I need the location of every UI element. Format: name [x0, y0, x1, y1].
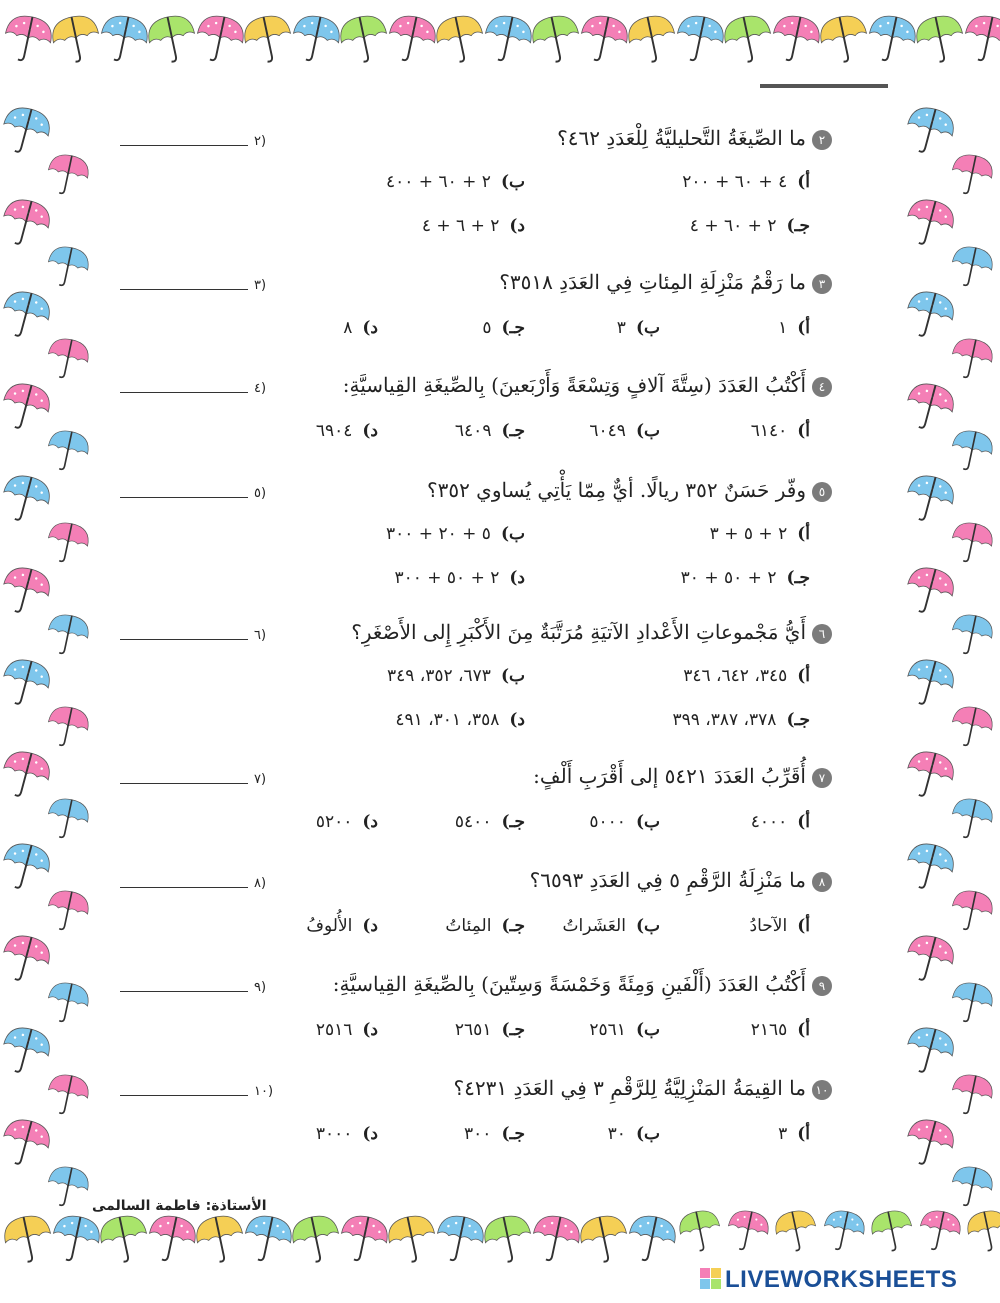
- answer-line[interactable]: [120, 497, 248, 498]
- umbrella-icon: [0, 747, 54, 802]
- answer-option[interactable]: [343, 318, 378, 338]
- umbrella-icon: [948, 428, 995, 474]
- question-number-badge: ٨: [812, 872, 832, 892]
- answer-number: ٣): [254, 278, 267, 293]
- umbrella-icon: [44, 612, 91, 658]
- option-letter: ب): [635, 318, 660, 338]
- question-number-badge: ٧: [812, 768, 832, 788]
- umbrella-icon: [44, 428, 91, 474]
- question-number-badge: ٣: [812, 274, 832, 294]
- umbrella-icon: [337, 1212, 391, 1265]
- question-text: [530, 868, 832, 892]
- umbrella-icon: [948, 1164, 995, 1210]
- option-letter: جـ): [501, 1020, 525, 1040]
- option-letter: ب): [635, 1124, 660, 1144]
- brand-name: LIVEWORKSHEETS: [725, 1266, 958, 1293]
- umbrella-icon: [97, 12, 151, 65]
- option-letter: جـ): [501, 421, 525, 441]
- umbrella-icon: [44, 888, 91, 934]
- question-text: [427, 478, 832, 502]
- umbrella-icon: [0, 195, 54, 250]
- umbrella-icon: [902, 379, 958, 434]
- option-letter: جـ): [501, 812, 525, 832]
- answer-option[interactable]: [316, 421, 378, 441]
- question-text: [454, 1076, 832, 1100]
- option-value: ٢ + ٦٠ + ٤٠٠: [386, 172, 491, 192]
- umbrella-icon: [577, 12, 631, 65]
- umbrella-icon: [481, 12, 535, 65]
- umbrella-icon: [241, 1212, 295, 1265]
- brand-icon: [700, 1268, 722, 1290]
- answer-option[interactable]: [563, 916, 660, 936]
- option-value: ٣: [778, 1124, 788, 1144]
- umbrella-icon: [44, 336, 91, 382]
- option-letter: ب): [635, 916, 660, 936]
- option-value: ٣٥٨، ٣٠١، ٤٩١: [395, 710, 500, 730]
- umbrella-icon: [529, 1212, 583, 1265]
- answer-option[interactable]: [464, 1124, 525, 1144]
- answer-option[interactable]: [681, 568, 810, 588]
- answer-option[interactable]: [710, 524, 810, 544]
- umbrella-icon: [820, 1208, 867, 1254]
- umbrella-icon: [0, 655, 54, 710]
- answer-option[interactable]: [751, 421, 810, 441]
- answer-option[interactable]: [690, 216, 810, 236]
- umbrella-icon: [289, 1212, 343, 1265]
- umbrella-icon: [0, 839, 54, 894]
- umbrella-icon: [529, 12, 583, 65]
- option-letter: د): [362, 1020, 378, 1040]
- option-letter: د): [509, 216, 525, 236]
- option-value: الأُلوفُ: [306, 916, 353, 936]
- umbrella-icon: [577, 1212, 631, 1265]
- question-number-badge: ١٠: [812, 1080, 832, 1100]
- option-value: ٣٠: [607, 1124, 626, 1144]
- answer-option[interactable]: [589, 1020, 660, 1040]
- option-value: العَشَراتُ: [562, 916, 626, 936]
- answer-option[interactable]: [672, 710, 810, 730]
- option-letter: أ): [797, 812, 810, 832]
- answer-number: ٩): [254, 980, 267, 995]
- question-number-badge: ٦: [812, 624, 832, 644]
- umbrella-icon: [1, 12, 55, 65]
- answer-line[interactable]: [120, 783, 248, 784]
- option-letter: أ): [797, 916, 810, 936]
- option-value: ٢ + ٥٠ + ٣٠٠: [394, 568, 500, 588]
- umbrella-icon: [49, 12, 103, 65]
- umbrella-icon: [817, 12, 871, 65]
- answer-option[interactable]: [422, 216, 525, 236]
- question-text: [557, 126, 832, 150]
- umbrella-icon: [44, 1164, 91, 1210]
- option-letter: جـ): [501, 916, 525, 936]
- umbrella-icon: [902, 471, 958, 526]
- option-letter: ب): [635, 421, 660, 441]
- answer-line[interactable]: [120, 639, 248, 640]
- answer-option[interactable]: [589, 421, 660, 441]
- option-letter: د): [362, 916, 378, 936]
- option-letter: ب): [635, 1020, 660, 1040]
- umbrella-icon: [724, 1208, 771, 1254]
- umbrella-icon: [145, 12, 199, 65]
- question-text: [533, 764, 832, 788]
- option-value: ٨: [343, 318, 353, 338]
- umbrella-icon: [337, 12, 391, 65]
- umbrella-icon: [673, 12, 727, 65]
- option-value: ٣٠٠: [464, 1124, 492, 1144]
- answer-option[interactable]: [683, 666, 810, 686]
- answer-option[interactable]: [589, 812, 660, 832]
- umbrella-icon: [44, 796, 91, 842]
- umbrella-icon: [0, 103, 54, 158]
- question-prompt: أُقَرِّبُ العَدَدَ ٥٤٢١ إلى أَقْرَبِ أَلْفٍ:: [533, 764, 806, 788]
- umbrella-icon: [948, 704, 995, 750]
- option-value: ٢ + ٥٠ + ٣٠: [680, 568, 777, 588]
- answer-line[interactable]: [120, 887, 248, 888]
- answer-number: ٦): [254, 628, 267, 643]
- umbrella-icon: [865, 12, 919, 65]
- question-text: [351, 620, 832, 644]
- umbrella-icon: [948, 152, 995, 198]
- option-value: ٢ + ٦ + ٤: [421, 216, 500, 236]
- question-prompt: وفّر حَسَنٌ ٣٥٢ ريالًا. أيٌّ مِمّا يَأْتِي يُساوي ٣٥٢؟: [426, 478, 806, 502]
- option-value: ٥٠٠٠: [589, 812, 626, 832]
- umbrella-icon: [902, 747, 958, 802]
- umbrella-icon: [193, 1212, 247, 1265]
- umbrella-icon: [385, 12, 439, 65]
- option-letter: جـ): [786, 710, 810, 730]
- umbrella-icon: [902, 1115, 958, 1170]
- answer-number: ٢): [254, 134, 267, 149]
- umbrella-icon: [721, 12, 775, 65]
- option-letter: ب): [635, 812, 660, 832]
- umbrella-icon: [965, 1208, 1000, 1254]
- option-value: ٣٠٠٠: [315, 1124, 353, 1144]
- umbrella-icon: [948, 612, 995, 658]
- option-value: المِئاتُ: [445, 916, 492, 936]
- answer-option[interactable]: [608, 1124, 660, 1144]
- liveworksheets-logo: [700, 1266, 957, 1294]
- umbrella-icon: [902, 287, 958, 342]
- option-value: ٦١٤٠: [750, 421, 788, 441]
- umbrella-icon: [677, 1208, 724, 1254]
- option-letter: د): [362, 812, 378, 832]
- option-value: ٤٠٠٠: [750, 812, 788, 832]
- umbrella-icon: [916, 1208, 963, 1254]
- option-letter: د): [362, 318, 378, 338]
- umbrella-icon: [289, 12, 343, 65]
- answer-number: ١٠): [254, 1084, 274, 1099]
- umbrella-icon: [241, 12, 295, 65]
- umbrella-icon: [433, 12, 487, 65]
- option-value: ٥٢٠٠: [315, 812, 353, 832]
- answer-option[interactable]: [386, 524, 525, 544]
- umbrella-icon: [0, 1023, 54, 1078]
- answer-option[interactable]: [778, 318, 810, 338]
- umbrella-icon: [769, 12, 823, 65]
- answer-option[interactable]: [316, 1020, 378, 1040]
- answer-option[interactable]: [455, 812, 525, 832]
- question-prompt: ما القِيمَةُ المَنْزِلِيَّةُ لِلرَّقْمِ ٣ فِي العَدَدِ ٤٢٣١؟: [453, 1076, 806, 1100]
- umbrella-icon: [0, 931, 54, 986]
- umbrella-icon: [773, 1208, 820, 1254]
- option-letter: ب): [500, 524, 525, 544]
- option-value: ٢٥١٦: [315, 1020, 353, 1040]
- umbrella-icon: [961, 12, 1000, 65]
- question-prompt: ما رَقْمُ مَنْزِلَةِ المِئاتِ فِي العَدَدِ ٣٥١٨؟: [499, 270, 806, 294]
- option-letter: ب): [500, 172, 525, 192]
- umbrella-icon: [0, 379, 54, 434]
- option-letter: جـ): [501, 318, 525, 338]
- umbrella-icon: [145, 1212, 199, 1265]
- option-value: الآحادُ: [749, 916, 788, 936]
- option-value: ٢٦٥١: [454, 1020, 492, 1040]
- question-number-badge: ٢: [812, 130, 832, 150]
- option-letter: أ): [797, 1020, 810, 1040]
- umbrella-icon: [902, 103, 958, 158]
- answer-option[interactable]: [778, 1124, 810, 1144]
- option-value: ٢ + ٥ + ٣: [709, 524, 788, 544]
- question-number-badge: ٤: [812, 377, 832, 397]
- question-prompt: أَكْتُبُ العَدَدَ (أَلْفَينِ وَمِئَةً وَخَمْسَةً وَسِتّينَ) بِالصِّيغَةِ القِياسيَّةِ:: [332, 972, 806, 996]
- option-value: ٢١٦٥: [750, 1020, 788, 1040]
- answer-number: ٤): [254, 381, 267, 396]
- option-value: ٣٧٨، ٣٨٧، ٣٩٩: [672, 710, 777, 730]
- option-letter: جـ): [786, 568, 810, 588]
- umbrella-icon: [869, 1208, 916, 1254]
- umbrella-icon: [948, 520, 995, 566]
- option-letter: أ): [797, 421, 810, 441]
- answer-option[interactable]: [750, 916, 810, 936]
- option-letter: أ): [797, 318, 810, 338]
- umbrella-icon: [948, 336, 995, 382]
- option-letter: جـ): [501, 1124, 525, 1144]
- umbrella-icon: [44, 244, 91, 290]
- umbrella-icon: [1, 1212, 55, 1265]
- answer-line[interactable]: [120, 145, 248, 146]
- answer-line[interactable]: [120, 1095, 248, 1096]
- option-letter: د): [362, 1124, 378, 1144]
- answer-option[interactable]: [682, 172, 810, 192]
- answer-line[interactable]: [120, 289, 248, 290]
- umbrella-icon: [902, 195, 958, 250]
- option-letter: ب): [500, 666, 525, 686]
- option-value: ٦٤٠٩: [454, 421, 492, 441]
- question-prompt: ما مَنْزِلَةُ الرَّقْمِ ٥ فِي العَدَدِ ٦٥٩٣؟: [529, 868, 806, 892]
- question-text: [343, 373, 832, 397]
- option-value: ٣: [616, 318, 626, 338]
- umbrella-icon: [0, 287, 54, 342]
- answer-option[interactable]: [316, 1124, 378, 1144]
- option-value: ٥: [482, 318, 492, 338]
- umbrella-icon: [0, 563, 54, 618]
- umbrella-icon: [948, 244, 995, 290]
- answer-option[interactable]: [394, 568, 525, 588]
- answer-option[interactable]: [395, 710, 525, 730]
- umbrella-icon: [0, 1115, 54, 1170]
- option-value: ١: [778, 318, 788, 338]
- option-letter: أ): [797, 524, 810, 544]
- umbrella-icon: [44, 980, 91, 1026]
- umbrella-icon: [0, 471, 54, 526]
- option-value: ٢٥٦١: [589, 1020, 626, 1040]
- option-value: ٢ + ٦٠ + ٤: [689, 216, 777, 236]
- option-letter: أ): [797, 1124, 810, 1144]
- answer-option[interactable]: [482, 318, 525, 338]
- umbrella-icon: [44, 704, 91, 750]
- umbrella-icon: [49, 1212, 103, 1265]
- sheet-top-bar: [760, 84, 888, 88]
- umbrella-icon: [948, 796, 995, 842]
- answer-option[interactable]: [617, 318, 660, 338]
- umbrella-icon: [948, 980, 995, 1026]
- question-text: [333, 972, 832, 996]
- umbrella-icon: [902, 839, 958, 894]
- answer-option[interactable]: [751, 1020, 810, 1040]
- answer-option[interactable]: [306, 916, 378, 936]
- option-value: ٥ + ٢٠ + ٣٠٠: [386, 524, 491, 544]
- umbrella-icon: [913, 12, 967, 65]
- umbrella-icon: [97, 1212, 151, 1265]
- umbrella-icon: [481, 1212, 535, 1265]
- option-value: ٣٤٥، ٦٤٢، ٣٤٦: [683, 666, 788, 686]
- umbrella-icon: [193, 12, 247, 65]
- option-letter: أ): [797, 666, 810, 686]
- answer-option[interactable]: [751, 812, 810, 832]
- umbrella-icon: [948, 1072, 995, 1118]
- question-text: [499, 270, 832, 294]
- answer-number: ٧): [254, 772, 267, 787]
- umbrella-icon: [948, 888, 995, 934]
- option-value: ٦٠٤٩: [589, 421, 626, 441]
- option-letter: د): [509, 710, 525, 730]
- answer-number: ٥): [254, 486, 267, 501]
- umbrella-icon: [902, 931, 958, 986]
- answer-option[interactable]: [445, 916, 525, 936]
- option-value: ٦٧٣، ٣٥٢، ٣٤٩: [386, 666, 491, 686]
- answer-option[interactable]: [386, 172, 525, 192]
- umbrella-icon: [625, 12, 679, 65]
- answer-option[interactable]: [455, 421, 525, 441]
- umbrella-icon: [44, 1072, 91, 1118]
- option-letter: أ): [797, 172, 810, 192]
- option-value: ٦٩٠٤: [315, 421, 353, 441]
- answer-number: ٨): [254, 876, 267, 891]
- umbrella-icon: [902, 655, 958, 710]
- umbrella-icon: [433, 1212, 487, 1265]
- question-number-badge: ٥: [812, 482, 832, 502]
- umbrella-icon: [902, 563, 958, 618]
- option-value: ٤ + ٦٠ + ٢٠٠: [682, 172, 788, 192]
- umbrella-icon: [385, 1212, 439, 1265]
- answer-option[interactable]: [387, 666, 525, 686]
- umbrella-icon: [625, 1212, 679, 1265]
- option-letter: جـ): [786, 216, 810, 236]
- umbrella-icon: [902, 1023, 958, 1078]
- option-letter: د): [509, 568, 525, 588]
- umbrella-icon: [44, 152, 91, 198]
- answer-option[interactable]: [455, 1020, 525, 1040]
- question-prompt: أَكْتُبُ العَدَدَ (سِتَّةَ آلافٍ وَتِسْعَةً وَأَرْبَعينَ) بِالصِّيغَةِ القِياسيَّةِ:: [342, 373, 806, 397]
- answer-option[interactable]: [316, 812, 378, 832]
- question-prompt: ما الصِّيغَةُ التَّحليليَّةُ لِلْعَدَدِ ٤٦٢؟: [557, 126, 806, 150]
- umbrella-icon: [44, 520, 91, 566]
- question-prompt: أَيُّ مَجْموعاتِ الأَعْدادِ الآتيَةِ مُرَتَّبَةٌ مِنَ الأَكْبَرِ إِلى الأَصْغَرِ؟: [351, 620, 806, 644]
- answer-line[interactable]: [120, 392, 248, 393]
- teacher-name: الأستاذة: فاطمة السالمى: [92, 1198, 267, 1214]
- option-letter: د): [362, 421, 378, 441]
- option-value: ٥٤٠٠: [454, 812, 492, 832]
- question-number-badge: ٩: [812, 976, 832, 996]
- answer-line[interactable]: [120, 991, 248, 992]
